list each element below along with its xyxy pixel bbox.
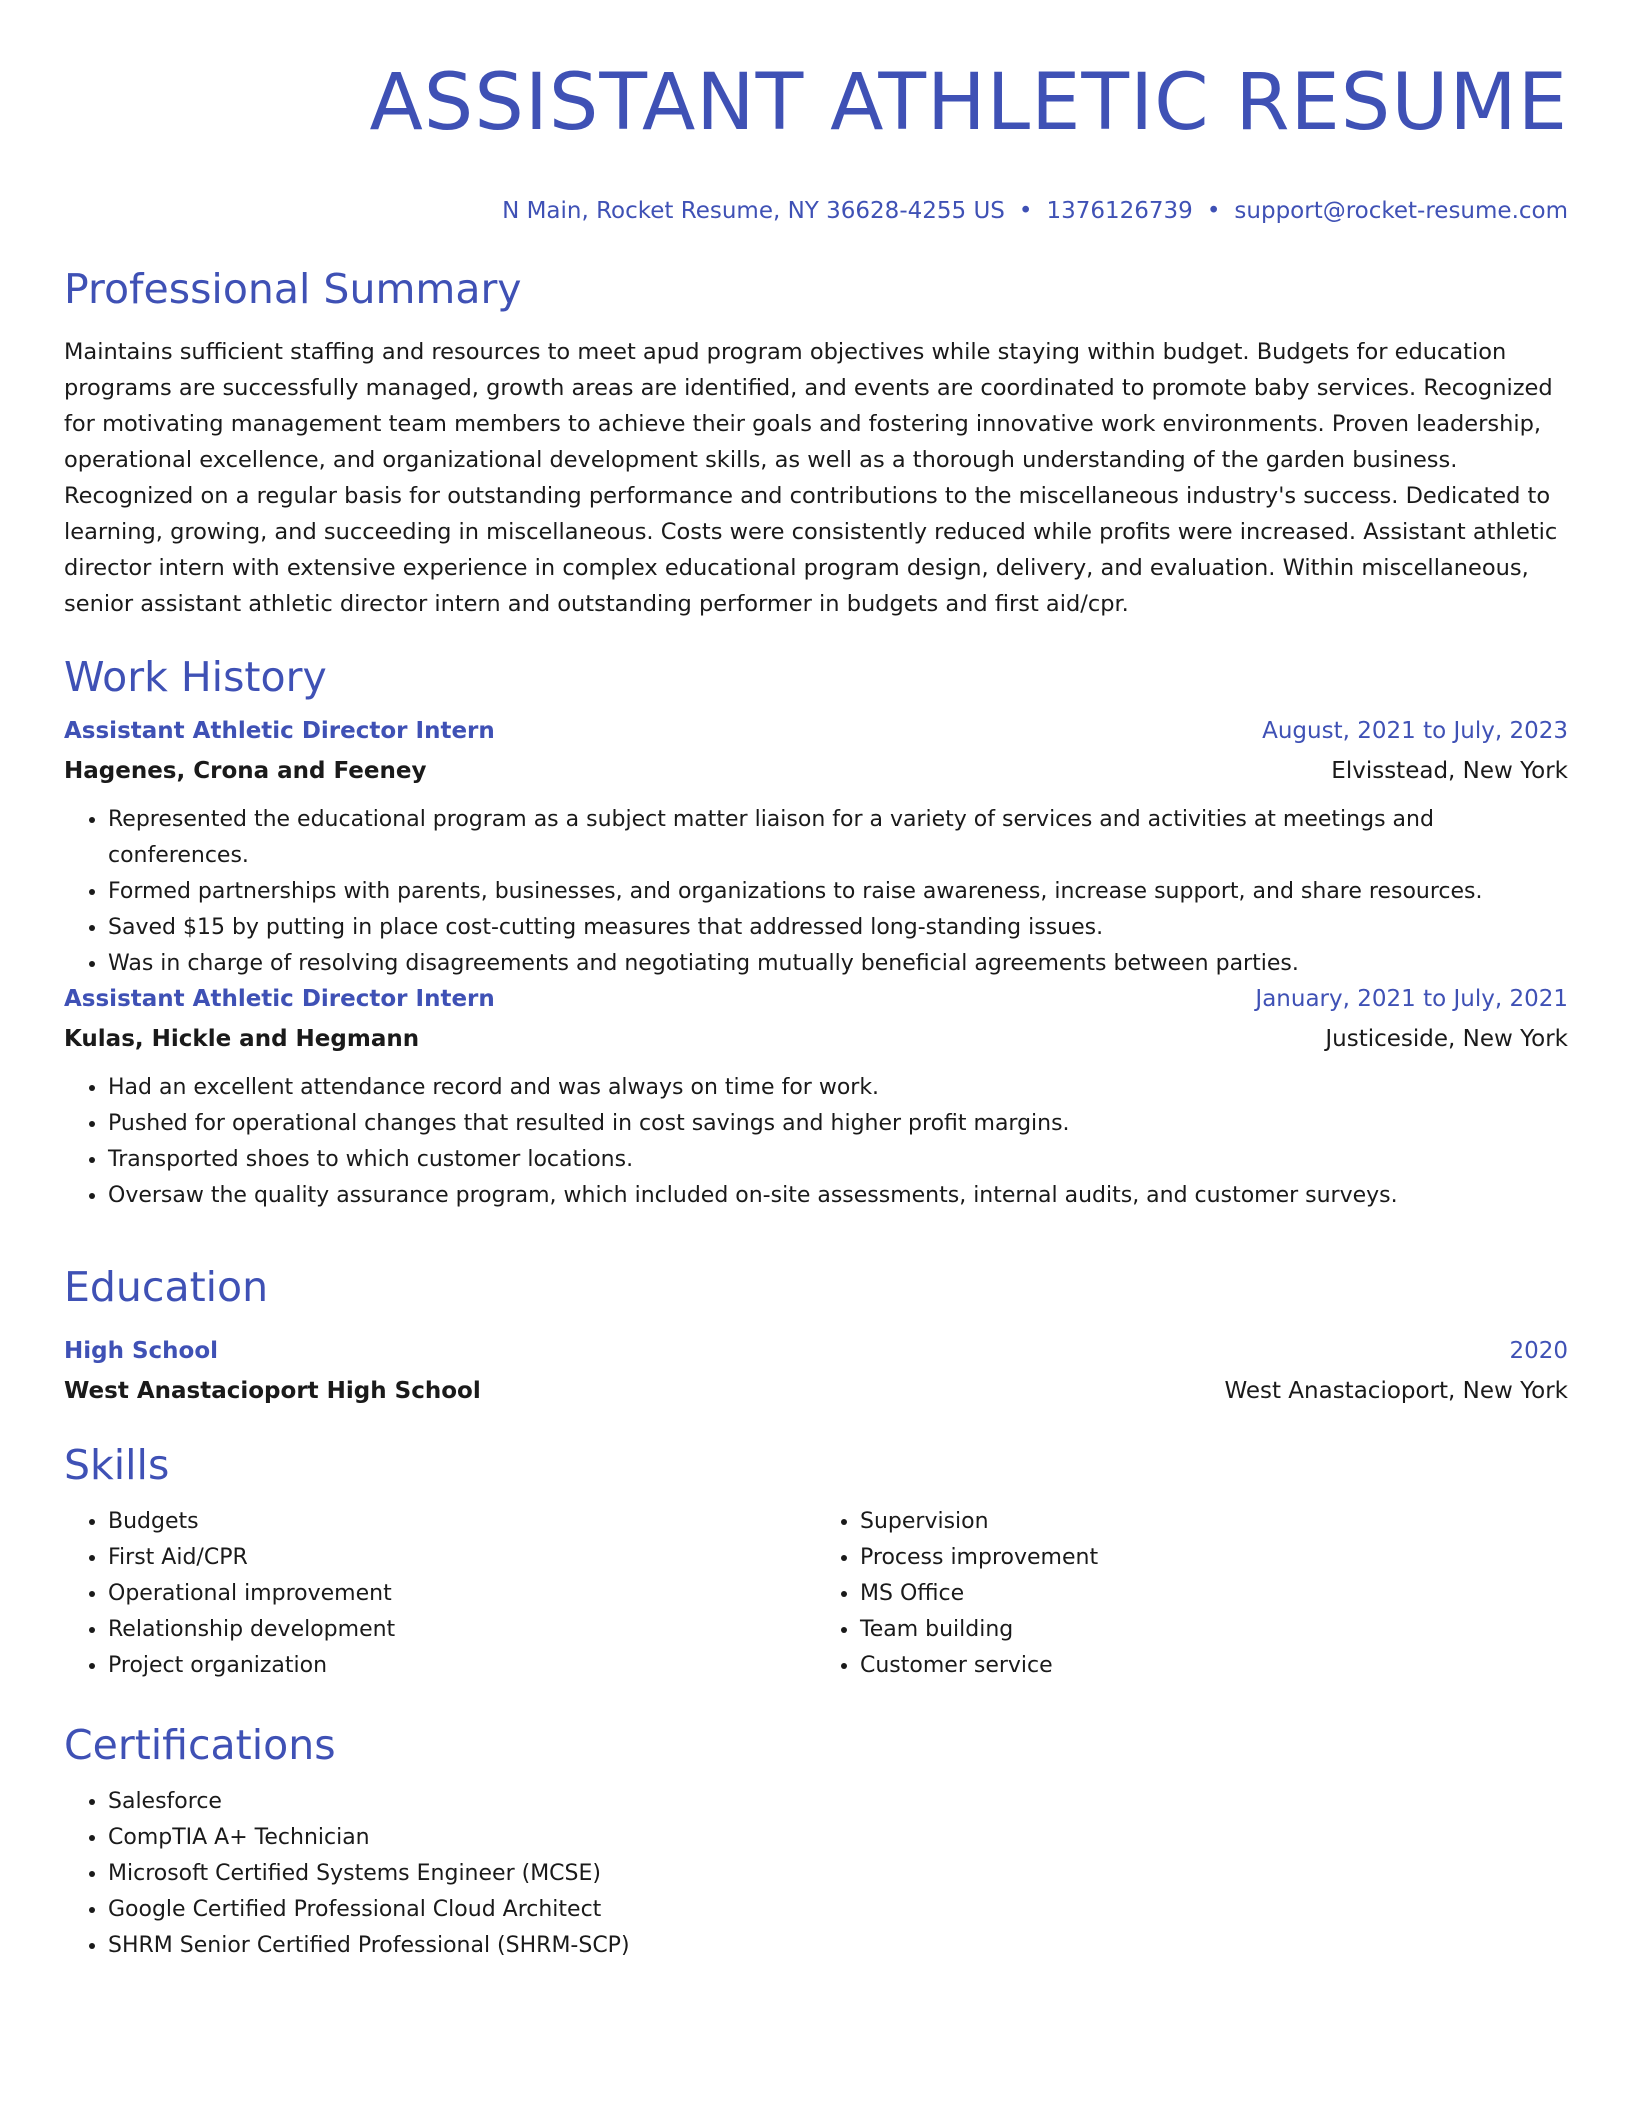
- certification-item: • CompTIA A+ Technician: [108, 1820, 1568, 1856]
- contact-separator: •: [1018, 198, 1033, 224]
- certification-item: • Microsoft Certified Systems Engineer (MCSE): [108, 1856, 1568, 1892]
- skill-item: • First Aid/CPR: [108, 1540, 816, 1576]
- contact-line: [502, 196, 1568, 226]
- job-bullet: • Transported shoes to which customer locations.: [108, 1142, 1568, 1178]
- job-bullet: • Saved $15 by putting in place cost-cutting measures that addressed long-standing issues.: [108, 910, 1568, 946]
- job-title: Assistant Athletic Director Intern: [64, 718, 495, 744]
- job-bullets: [64, 1070, 1568, 1214]
- skill-item: • Operational improvement: [108, 1576, 816, 1612]
- skill-item: • Budgets: [108, 1504, 816, 1540]
- education-heading: Education: [64, 1263, 269, 1311]
- job-header-row: [64, 984, 1568, 1014]
- skills-list: [64, 1504, 1568, 1684]
- job-bullet: • Pushed for operational changes that resulted in cost savings and higher profit margins.: [108, 1106, 1568, 1142]
- education-entry: [64, 1336, 1568, 1406]
- job-company-row: [64, 1014, 1568, 1054]
- job-bullets: [64, 802, 1568, 982]
- contact-separator: •: [1206, 198, 1221, 224]
- job-location: Justiceside, New York: [1325, 1026, 1568, 1052]
- summary-text: Maintains sufficient staffing and resources to meet apud program objectives while staying within budget. Budgets for education programs are successfully managed, growth areas are identified, and events are coordinated to promote baby services. Recognized for motivating management team members to achieve their goals and fostering innovative work environments. Proven leadership, operational excellence, and organizational development skills, as well as a thorough understanding of the garden business. Recognized on a regular basis for outstanding performance and contributions to the miscellaneous industry's success. Dedicated to learning, growing, and succeeding in miscellaneous. Costs were consistently reduced while profits were increased. Assistant athletic director intern with extensive experience in complex educational program design, delivery, and evaluation. Within miscellaneous, senior assistant athletic director intern and outstanding performer in budgets and first aid/cpr.: [64, 339, 1558, 617]
- job-entry: [64, 984, 1568, 1214]
- skill-item: • MS Office: [860, 1576, 1568, 1612]
- job-bullet: • Had an excellent attendance record and was always on time for work.: [108, 1070, 1568, 1106]
- job-dates: January, 2021 to July, 2021: [1255, 986, 1568, 1012]
- job-dates: August, 2021 to July, 2023: [1262, 718, 1568, 744]
- education-year: 2020: [1509, 1338, 1568, 1364]
- skill-item: • Supervision: [860, 1504, 1568, 1540]
- job-bullet: • Represented the educational program as a subject matter liaison for a variety of services and activities at meetings and conferences.: [108, 802, 1568, 874]
- certifications-list: [64, 1784, 1568, 1964]
- certification-item: • SHRM Senior Certified Professional (SHRM-SCP): [108, 1928, 1568, 1964]
- job-company-row: [64, 746, 1568, 786]
- certifications-heading: Certifications: [64, 1721, 336, 1769]
- skills-heading: Skills: [64, 1441, 170, 1489]
- job-bullet: • Was in charge of resolving disagreements and negotiating mutually beneficial agreements between parties.: [108, 946, 1568, 982]
- skills-column-right: [816, 1504, 1568, 1684]
- job-bullet: • Formed partnerships with parents, businesses, and organizations to raise awareness, increase support, and share resources.: [108, 874, 1568, 910]
- skill-item: • Process improvement: [860, 1540, 1568, 1576]
- job-company: Hagenes, Crona and Feeney: [64, 758, 427, 784]
- skill-item: • Project organization: [108, 1648, 816, 1684]
- resume-name: ASSISTANT ATHLETIC RESUME: [369, 58, 1568, 148]
- job-header-row: [64, 716, 1568, 746]
- certification-item: • Google Certified Professional Cloud Architect: [108, 1892, 1568, 1928]
- contact-phone: 1376126739: [1046, 198, 1193, 224]
- summary-heading: Professional Summary: [64, 265, 522, 313]
- job-title: Assistant Athletic Director Intern: [64, 986, 495, 1012]
- job-company: Kulas, Hickle and Hegmann: [64, 1026, 420, 1052]
- skills-column-left: [64, 1504, 816, 1684]
- education-header-row: [64, 1336, 1568, 1366]
- education-degree: High School: [64, 1338, 219, 1364]
- education-location: West Anastacioport, New York: [1224, 1378, 1568, 1404]
- contact-address: N Main, Rocket Resume, NY 36628-4255 US: [502, 198, 1005, 224]
- education-school: West Anastacioport High School: [64, 1378, 481, 1404]
- education-school-row: [64, 1366, 1568, 1406]
- certification-item: • Salesforce: [108, 1784, 1568, 1820]
- work-history-heading: Work History: [64, 653, 327, 701]
- skill-item: • Team building: [860, 1612, 1568, 1648]
- skill-item: • Customer service: [860, 1648, 1568, 1684]
- job-entry: [64, 716, 1568, 982]
- skill-item: • Relationship development: [108, 1612, 816, 1648]
- contact-email: support@rocket-resume.com: [1234, 198, 1568, 224]
- job-bullet: • Oversaw the quality assurance program, which included on-site assessments, internal audits, and customer surveys.: [108, 1178, 1568, 1214]
- job-location: Elvisstead, New York: [1331, 758, 1568, 784]
- certifications-items: [64, 1784, 1568, 1964]
